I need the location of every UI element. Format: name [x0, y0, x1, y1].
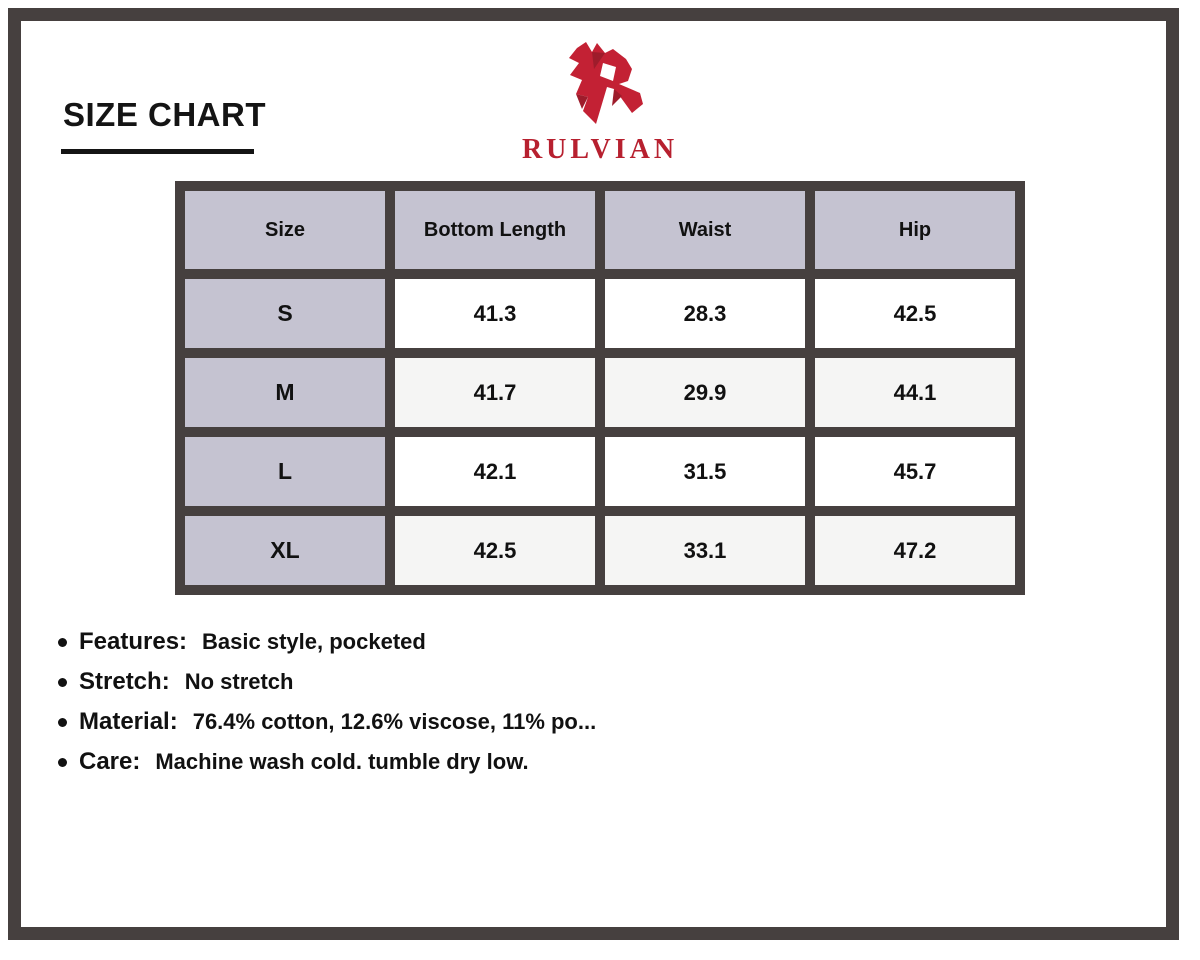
- detail-item-features: [58, 622, 596, 662]
- value-cell: 42.1: [395, 437, 595, 506]
- detail-label: Stretch:: [79, 668, 170, 695]
- size-cell: M: [185, 358, 385, 427]
- bullet-icon: [58, 678, 67, 687]
- title-underline: [61, 149, 254, 154]
- table-row-xl: [185, 516, 1015, 585]
- value-cell: 33.1: [605, 516, 805, 585]
- value-cell: 29.9: [605, 358, 805, 427]
- detail-value: No stretch: [184, 669, 294, 694]
- value-cell: 45.7: [815, 437, 1015, 506]
- column-header-bottom-length: Bottom Length: [395, 191, 595, 269]
- bullet-icon: [58, 638, 67, 647]
- table-row-s: [185, 279, 1015, 348]
- brand-logo-icon: [552, 36, 648, 132]
- bullet-icon: [58, 758, 67, 767]
- brand-logo: [450, 36, 750, 166]
- detail-item-care: [58, 742, 596, 782]
- value-cell: 42.5: [395, 516, 595, 585]
- size-cell: L: [185, 437, 385, 506]
- detail-value: Basic style, pocketed: [202, 629, 426, 654]
- detail-value: Machine wash cold. tumble dry low.: [155, 749, 529, 774]
- header-row: [185, 191, 1015, 269]
- value-cell: 31.5: [605, 437, 805, 506]
- value-cell: 47.2: [815, 516, 1015, 585]
- bullet-icon: [58, 718, 67, 727]
- column-header-waist: Waist: [605, 191, 805, 269]
- size-chart-table: [175, 181, 1025, 595]
- detail-value: 76.4% cotton, 12.6% viscose, 11% po...: [192, 709, 597, 734]
- details-list: [58, 622, 596, 782]
- size-cell: S: [185, 279, 385, 348]
- page-title: SIZE CHART: [63, 96, 266, 133]
- size-cell: XL: [185, 516, 385, 585]
- value-cell: 44.1: [815, 358, 1015, 427]
- detail-label: Material:: [79, 708, 178, 735]
- table-row-l: [185, 437, 1015, 506]
- column-header-size: Size: [185, 191, 385, 269]
- detail-label: Care:: [79, 748, 141, 775]
- value-cell: 41.3: [395, 279, 595, 348]
- value-cell: 41.7: [395, 358, 595, 427]
- table-row-m: [185, 358, 1015, 427]
- detail-item-material: [58, 702, 596, 742]
- detail-item-stretch: [58, 662, 596, 702]
- detail-label: Features:: [79, 628, 188, 655]
- value-cell: 42.5: [815, 279, 1015, 348]
- brand-name: RULVIAN: [521, 134, 679, 165]
- column-header-hip: Hip: [815, 191, 1015, 269]
- value-cell: 28.3: [605, 279, 805, 348]
